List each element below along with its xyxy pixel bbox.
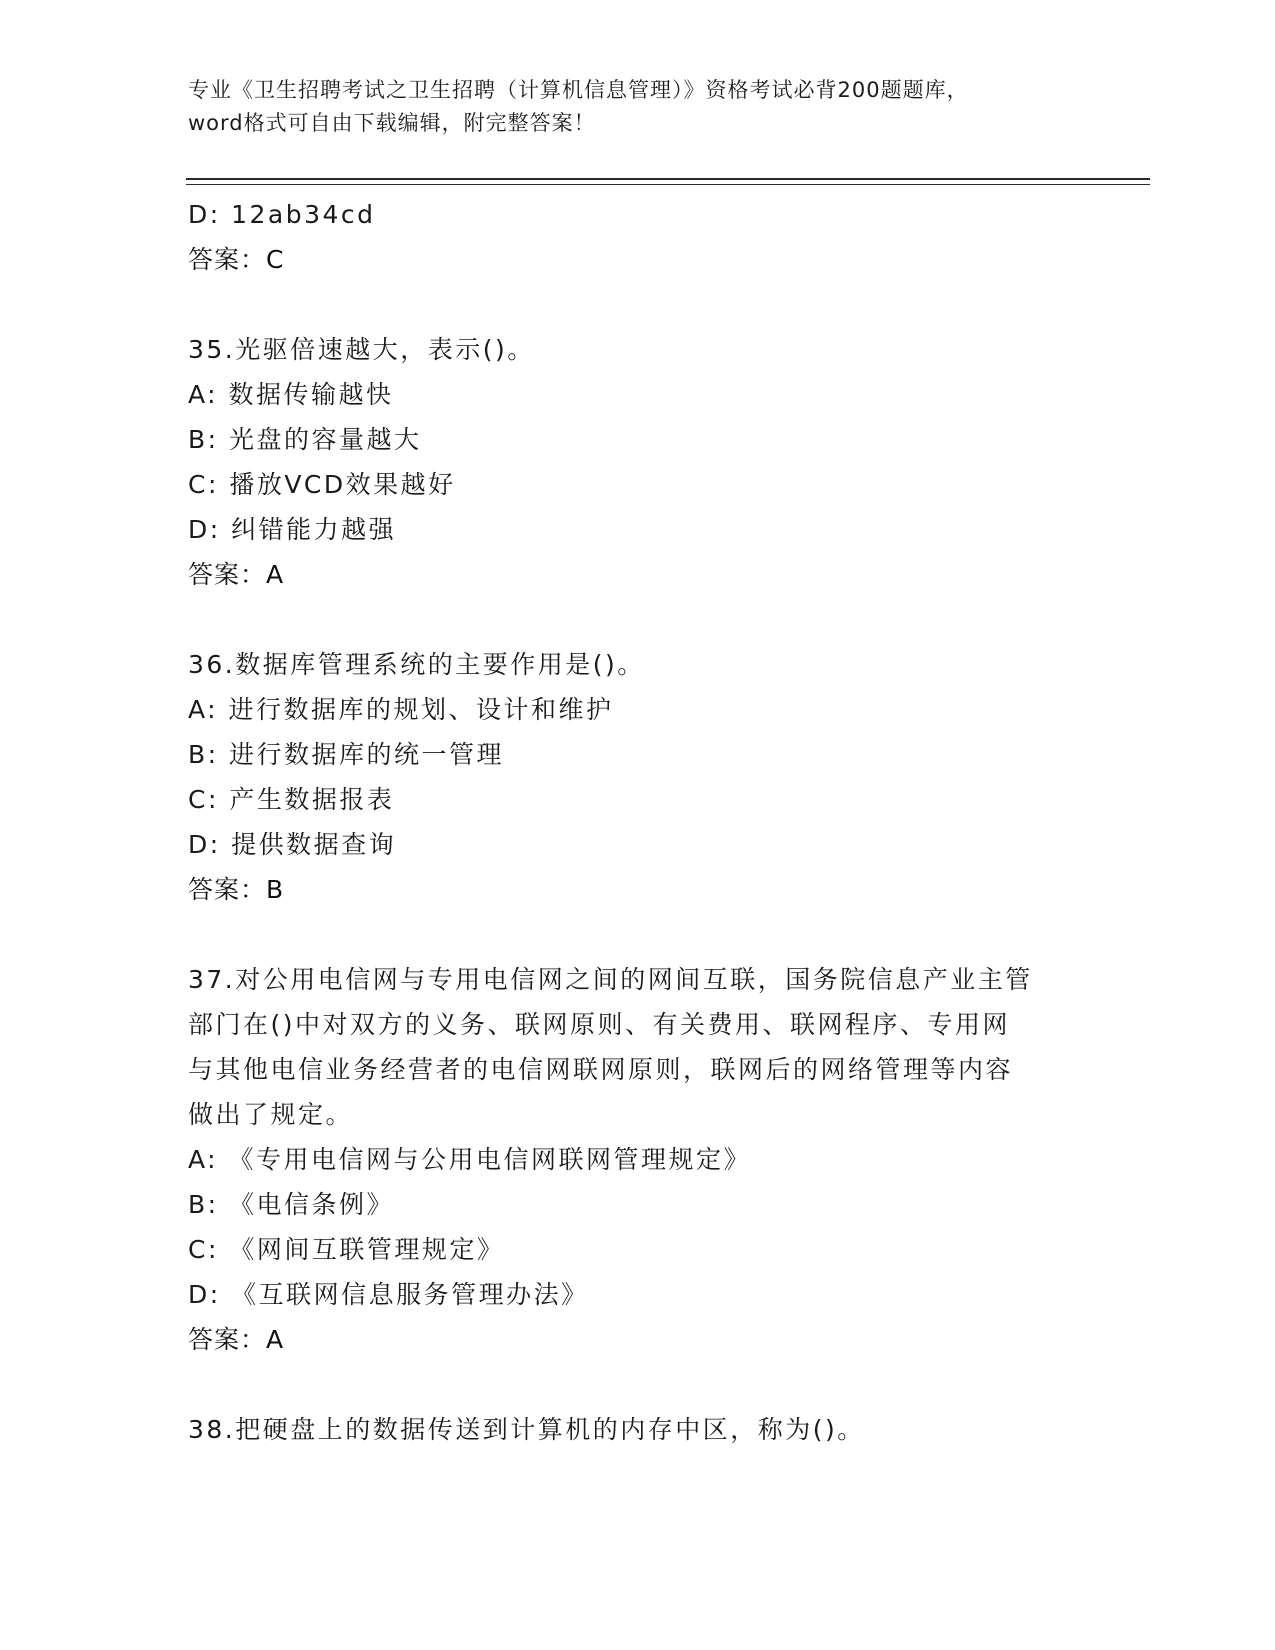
header-divider-thick (186, 178, 1150, 180)
question-block-37 (188, 957, 1088, 1362)
question-stem: 35.光驱倍速越大，表示()。 (188, 335, 535, 364)
option-a: A: 进行数据库的规划、设计和维护 (188, 695, 614, 724)
spacer (188, 1362, 1088, 1407)
question-block-36 (188, 642, 1088, 912)
answer-label: 答案：B (188, 875, 285, 904)
question-stem: 36.数据库管理系统的主要作用是()。 (188, 650, 645, 679)
question-stem-line-2: 部门在()中对双方的义务、联网原则、有关费用、联网程序、专用网 (188, 1010, 1011, 1039)
question-content (188, 192, 1088, 1452)
answer-label: 答案：A (188, 560, 285, 589)
header-divider-thin (186, 184, 1150, 185)
answer-label: 答案：A (188, 1325, 285, 1354)
option-c: C: 播放VCD效果越好 (188, 470, 456, 499)
question-block-38 (188, 1407, 1088, 1452)
option-b: B: 进行数据库的统一管理 (188, 740, 505, 769)
option-d: D: 纠错能力越强 (188, 515, 397, 544)
spacer (188, 282, 1088, 327)
spacer (188, 597, 1088, 642)
option-c: C: 《网间互联管理规定》 (188, 1235, 505, 1264)
option-a: A: 数据传输越快 (188, 380, 394, 409)
spacer (188, 912, 1088, 957)
document-header (188, 74, 1078, 140)
option-c: C: 产生数据报表 (188, 785, 395, 814)
option-d: D: 12ab34cd (188, 200, 376, 229)
question-stem-line-4: 做出了规定。 (188, 1100, 354, 1129)
option-b: B: 《电信条例》 (188, 1190, 395, 1219)
header-line-2: word格式可自由下载编辑，附完整答案！ (188, 111, 596, 135)
question-block-35 (188, 327, 1088, 597)
option-b: B: 光盘的容量越大 (188, 425, 422, 454)
option-d: D: 提供数据查询 (188, 830, 397, 859)
question-stem-line-3: 与其他电信业务经营者的电信网联网原则，联网后的网络管理等内容 (188, 1055, 1014, 1084)
answer-label: 答案：C (188, 245, 285, 274)
option-d: D: 《互联网信息服务管理办法》 (188, 1280, 589, 1309)
question-stem-line-1: 37.对公用电信网与专用电信网之间的网间互联，国务院信息产业主管 (188, 965, 1033, 994)
question-stem: 38.把硬盘上的数据传送到计算机的内存中区，称为()。 (188, 1415, 865, 1444)
option-a: A: 《专用电信网与公用电信网联网管理规定》 (188, 1145, 752, 1174)
header-line-1: 专业《卫生招聘考试之卫生招聘（计算机信息管理）》资格考试必背200题题库， (188, 78, 969, 102)
